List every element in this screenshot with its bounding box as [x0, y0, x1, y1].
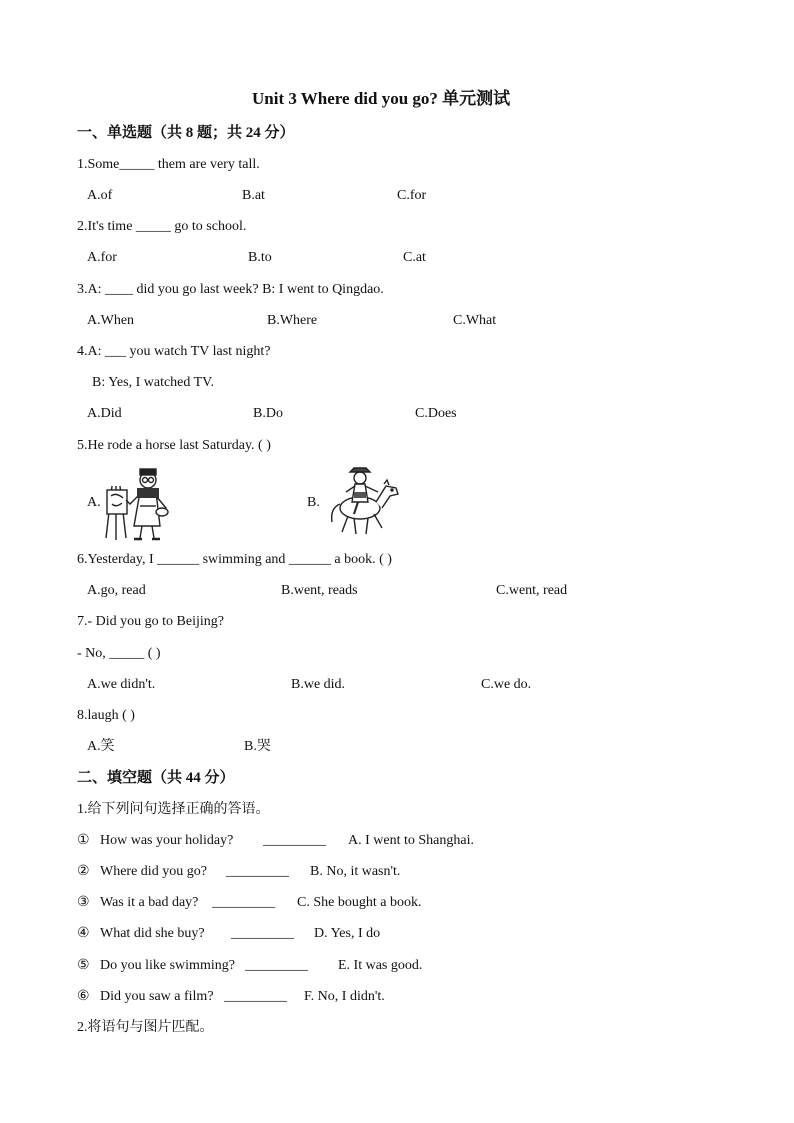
match-item-blank[interactable]: _________: [212, 895, 275, 910]
question-2-option-a[interactable]: A.for: [87, 250, 117, 265]
match-item-number: ④: [77, 926, 90, 941]
match-item-blank[interactable]: _________: [245, 958, 308, 973]
question-6-option-c[interactable]: C.went, read: [496, 583, 568, 598]
match-item-number: ②: [77, 864, 90, 879]
match-item-question: Was it a bad day?: [100, 895, 199, 910]
question-3-option-a[interactable]: A.When: [87, 313, 135, 328]
match-item-question: Did you saw a film?: [100, 989, 214, 1004]
fill-question-2-stem: 2.将语句与图片匹配。: [77, 1020, 214, 1035]
question-2-stem: 2.It's time _____ go to school.: [77, 219, 247, 234]
question-2-option-b[interactable]: B.to: [248, 250, 272, 265]
match-item-blank[interactable]: _________: [226, 864, 289, 879]
question-1-option-b[interactable]: B.at: [242, 188, 265, 203]
question-3-stem: 3.A: ____ did you go last week? B: I went to Qingdao.: [77, 282, 384, 297]
question-2-option-c[interactable]: C.at: [403, 250, 426, 265]
question-8-option-a[interactable]: A.笑: [87, 739, 115, 754]
match-item-number: ①: [77, 833, 90, 848]
question-1-option-c[interactable]: C.for: [397, 188, 427, 203]
question-4-option-c[interactable]: C.Does: [415, 406, 457, 421]
match-item-number: ⑥: [77, 989, 90, 1004]
match-item-question: Do you like swimming?: [100, 958, 235, 973]
question-4-option-b[interactable]: B.Do: [253, 406, 283, 421]
question-4-stem: 4.A: ___ you watch TV last night?: [77, 344, 271, 359]
match-item-blank[interactable]: _________: [263, 833, 326, 848]
question-6-option-b[interactable]: B.went, reads: [281, 583, 358, 598]
match-item-question: What did she buy?: [100, 926, 205, 941]
match-item-answer: F. No, I didn't.: [304, 989, 385, 1004]
page-title: Unit 3 Where did you go? 单元测试: [252, 89, 511, 108]
match-item-blank[interactable]: _________: [224, 989, 287, 1004]
match-item-answer: B. No, it wasn't.: [310, 864, 401, 879]
question-7-option-a[interactable]: A.we didn't.: [87, 677, 156, 692]
match-item-answer: A. I went to Shanghai.: [348, 833, 474, 848]
horse-rider-illustration[interactable]: [324, 462, 404, 538]
painter-illustration[interactable]: [104, 466, 176, 542]
match-item-blank[interactable]: _________: [231, 926, 294, 941]
match-item-number: ③: [77, 895, 90, 910]
question-3-option-b[interactable]: B.Where: [267, 313, 318, 328]
question-5-stem: 5.He rode a horse last Saturday. ( ): [77, 438, 271, 453]
question-3-option-c[interactable]: C.What: [453, 313, 497, 328]
match-item-question: How was your holiday?: [100, 833, 234, 848]
question-7-option-c[interactable]: C.we do.: [481, 677, 532, 692]
section-heading-1: 一、单选题（共 8 题；共 24 分）: [77, 125, 295, 141]
match-item-number: ⑤: [77, 958, 90, 973]
question-5-option-b[interactable]: B.: [307, 495, 320, 510]
question-1-stem: 1.Some_____ them are very tall.: [77, 157, 260, 172]
question-4-stem-b: B: Yes, I watched TV.: [92, 375, 214, 390]
match-item-answer: E. It was good.: [338, 958, 423, 973]
fill-question-1-stem: 1.给下列问句选择正确的答语。: [77, 802, 270, 817]
match-item-answer: D. Yes, I do: [314, 926, 381, 941]
question-7-option-b[interactable]: B.we did.: [291, 677, 346, 692]
section-heading-2: 二、填空题（共 44 分）: [77, 770, 235, 786]
question-7-stem: 7.- Did you go to Beijing?: [77, 614, 224, 629]
question-4-option-a[interactable]: A.Did: [87, 406, 122, 421]
question-6-option-a[interactable]: A.go, read: [87, 583, 146, 598]
question-8-stem: 8.laugh ( ): [77, 708, 135, 723]
question-1-option-a[interactable]: A.of: [87, 188, 113, 203]
match-item-answer: C. She bought a book.: [297, 895, 422, 910]
question-8-option-b[interactable]: B.哭: [244, 739, 271, 754]
question-7-stem-b: - No, _____ ( ): [77, 646, 161, 661]
question-5-option-a[interactable]: A.: [87, 495, 101, 510]
match-item-question: Where did you go?: [100, 864, 207, 879]
question-6-stem: 6.Yesterday, I ______ swimming and ______ a book. ( ): [77, 552, 392, 567]
